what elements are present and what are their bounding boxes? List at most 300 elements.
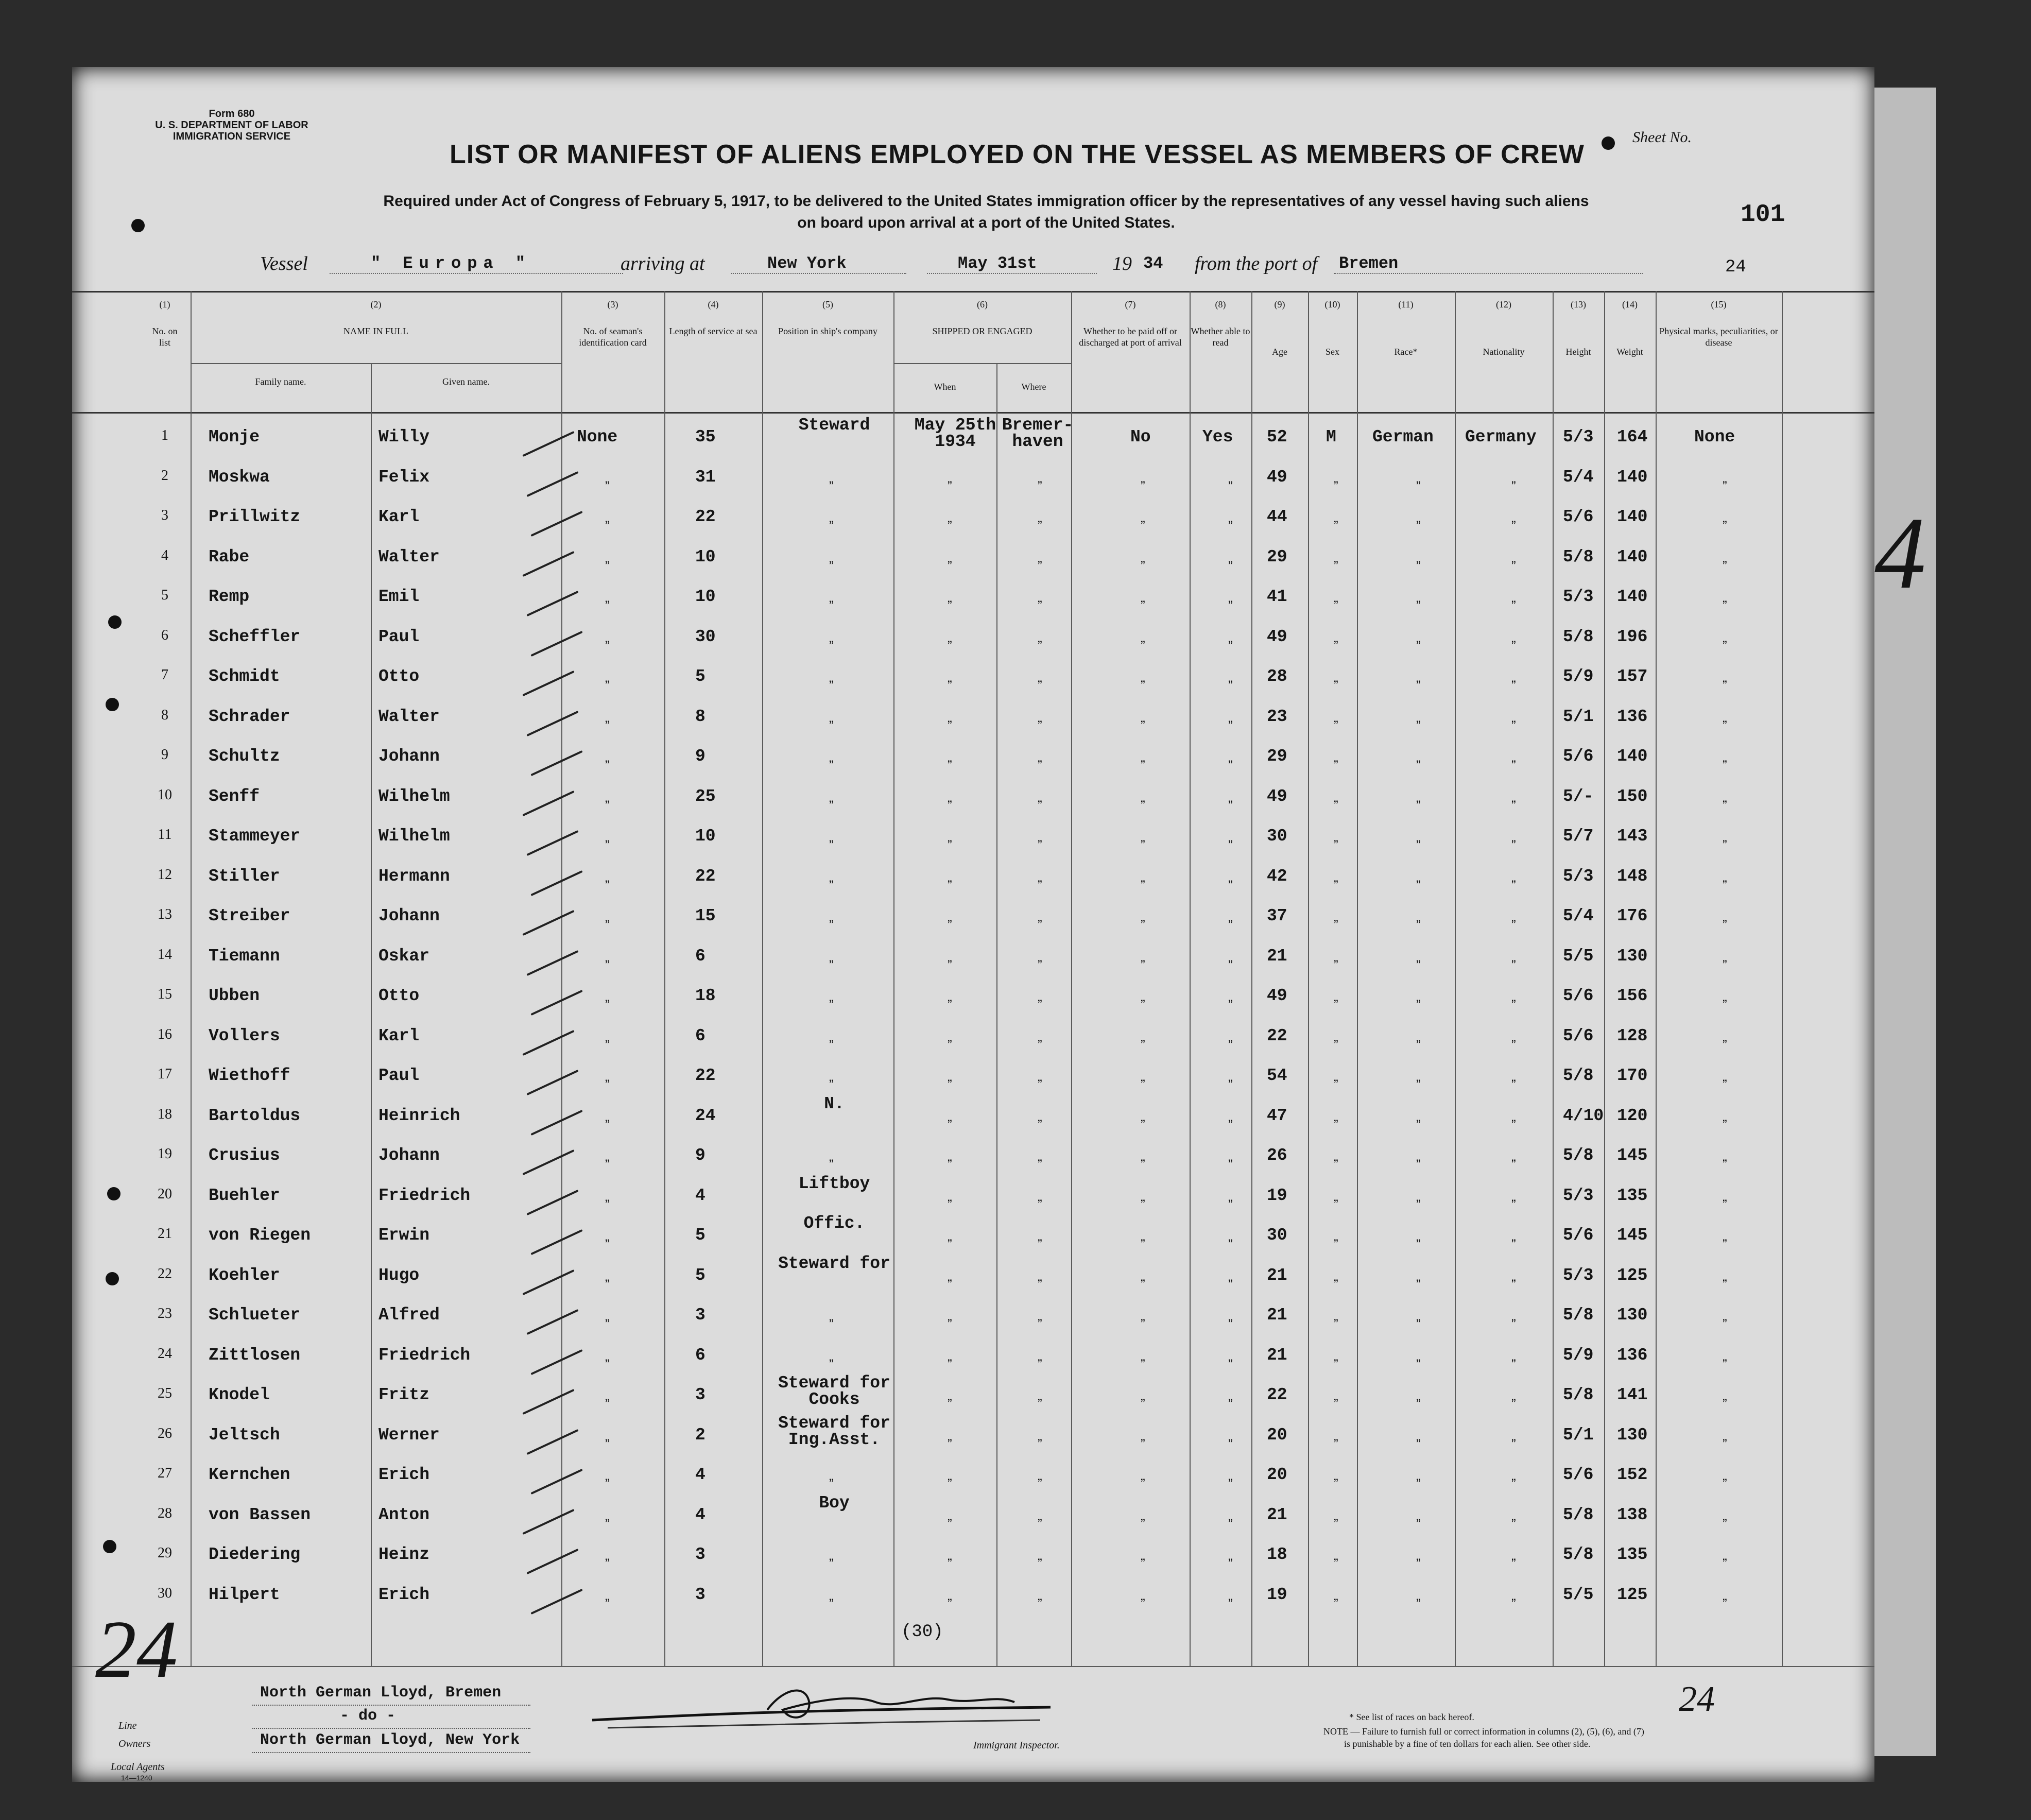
ditto-mark: „ (1038, 1468, 1042, 1483)
row-number: 19 (158, 1146, 172, 1162)
punch-hole (106, 698, 119, 711)
col-header-8: (8) Whether able to read (1191, 299, 1250, 348)
ditto-mark: „ (1511, 1268, 1516, 1284)
form-number: Form 680 (209, 108, 255, 119)
ditto-mark: „ (1416, 1268, 1421, 1284)
ditto-mark: „ (1416, 1507, 1421, 1523)
height: 5/1 (1563, 707, 1594, 726)
ditto-mark: „ (1038, 989, 1042, 1004)
row-number: 22 (158, 1265, 172, 1282)
height: 5/7 (1563, 827, 1594, 846)
ditto-mark: „ (1334, 909, 1338, 924)
ditto-mark: „ (1038, 1548, 1042, 1563)
ditto-mark: „ (605, 590, 610, 605)
weight: 125 (1617, 1585, 1648, 1604)
height: 5/6 (1563, 986, 1594, 1005)
ditto-mark: „ (1228, 909, 1233, 924)
penalty-note-1: NOTE — Failure to furnish full or correct information in columns (2), (5), (6), and (7) (1323, 1726, 1644, 1737)
given-name: Willy (378, 427, 430, 447)
ditto-mark: „ (1141, 550, 1145, 565)
ditto-mark: „ (1416, 1028, 1421, 1044)
ditto-mark: „ (829, 869, 834, 885)
ditto-mark: „ (1228, 1028, 1233, 1044)
given-name: Otto (378, 667, 420, 686)
ditto-mark: „ (1723, 909, 1727, 924)
ditto-mark: „ (1334, 1428, 1338, 1444)
height: 4/10 (1563, 1106, 1604, 1125)
ditto-mark: „ (1141, 1108, 1145, 1124)
department-name: U. S. DEPARTMENT OF LABOR (155, 119, 308, 131)
family-name: Koehler (209, 1265, 280, 1285)
ditto-mark: „ (1038, 590, 1042, 605)
age: 21 (1267, 946, 1287, 966)
ditto-mark: „ (948, 1108, 952, 1124)
weight: 140 (1617, 547, 1648, 566)
ditto-mark: „ (948, 1268, 952, 1284)
given-name: Erwin (378, 1226, 430, 1245)
handwritten-count-right: 24 (1679, 1679, 1715, 1719)
age: 49 (1267, 467, 1287, 487)
ditto-mark: „ (829, 989, 834, 1004)
ditto-mark: „ (605, 510, 610, 525)
service-length: 5 (695, 1226, 705, 1245)
row-number: 3 (161, 507, 168, 523)
ditto-mark: „ (1228, 629, 1233, 645)
vessel-name: " Europa " (371, 254, 532, 273)
age: 47 (1267, 1106, 1287, 1125)
weight: 152 (1617, 1465, 1648, 1484)
position: Steward for Cooks (778, 1373, 890, 1409)
ditto-mark: „ (1334, 1228, 1338, 1244)
height: 5/1 (1563, 1425, 1594, 1445)
ditto-mark: „ (605, 1308, 610, 1324)
ditto-mark: „ (829, 669, 834, 685)
ditto-mark: „ (948, 470, 952, 486)
height: 5/8 (1563, 1306, 1594, 1325)
ditto-mark: „ (1334, 789, 1338, 805)
ditto-mark: „ (948, 1069, 952, 1084)
ditto-mark: „ (1038, 829, 1042, 845)
row-number: 26 (158, 1425, 172, 1441)
service-length: 35 (695, 427, 716, 447)
ditto-mark: „ (948, 1148, 952, 1164)
ditto-mark: „ (948, 629, 952, 645)
ditto-mark: „ (1141, 829, 1145, 845)
service-length: 5 (695, 1265, 705, 1285)
ditto-mark: „ (605, 629, 610, 645)
ditto-mark: „ (1141, 629, 1145, 645)
height: 5/5 (1563, 946, 1594, 966)
given-name: Heinrich (378, 1106, 460, 1125)
ditto-mark: „ (829, 470, 834, 486)
col-header-11: (11) Race* (1394, 299, 1418, 357)
row-number: 1 (161, 427, 168, 443)
ditto-mark: „ (1228, 1148, 1233, 1164)
ditto-mark: „ (1511, 669, 1516, 685)
ditto-mark: „ (605, 1468, 610, 1483)
row-number: 23 (158, 1306, 172, 1321)
age: 42 (1267, 866, 1287, 886)
service-length: 9 (695, 1146, 705, 1165)
ditto-mark: „ (1141, 1428, 1145, 1444)
ditto-mark: „ (1723, 1468, 1727, 1483)
ditto-mark: „ (1416, 590, 1421, 605)
age: 37 (1267, 906, 1287, 925)
service-length: 25 (695, 786, 716, 806)
given-name: Wilhelm (378, 827, 450, 846)
ditto-mark: „ (1141, 789, 1145, 805)
ditto-mark: „ (1723, 1228, 1727, 1244)
age: 21 (1267, 1505, 1287, 1524)
ditto-mark: „ (1723, 869, 1727, 885)
given-name: Erich (378, 1585, 430, 1604)
ditto-mark: „ (605, 869, 610, 885)
ditto-mark: „ (1228, 669, 1233, 685)
ditto-mark: „ (948, 1468, 952, 1483)
weight: 136 (1617, 1345, 1648, 1365)
given-name: Walter (378, 707, 440, 726)
weight: 140 (1617, 507, 1648, 526)
service-length: 15 (695, 906, 716, 925)
ditto-mark: „ (1334, 550, 1338, 565)
ditto-mark: „ (1038, 510, 1042, 525)
ditto-mark: „ (1228, 590, 1233, 605)
ditto-mark: „ (1038, 789, 1042, 805)
page-edge (1874, 88, 1936, 1756)
weight: 138 (1617, 1505, 1648, 1524)
document-title: LIST OR MANIFEST OF ALIENS EMPLOYED ON THE VESSEL AS MEMBERS OF CREW (450, 140, 1585, 169)
ditto-mark: „ (948, 1548, 952, 1563)
ditto-mark: „ (1334, 829, 1338, 845)
ditto-mark: „ (829, 1587, 834, 1603)
ditto-mark: „ (829, 510, 834, 525)
ditto-mark: „ (605, 550, 610, 565)
given-name: Otto (378, 986, 420, 1005)
ditto-mark: „ (1228, 829, 1233, 845)
ditto-mark: „ (1416, 1188, 1421, 1204)
punch-hole (106, 1272, 119, 1285)
service-length: 10 (695, 827, 716, 846)
ditto-mark: „ (1334, 989, 1338, 1004)
weight: 150 (1617, 786, 1648, 806)
weight: 130 (1617, 1306, 1648, 1325)
ditto-mark: „ (1511, 789, 1516, 805)
ditto-mark: „ (1038, 909, 1042, 924)
ditto-mark: „ (1038, 1268, 1042, 1284)
weight: 170 (1617, 1066, 1648, 1085)
ditto-mark: „ (1416, 749, 1421, 765)
ditto-mark: „ (1228, 1069, 1233, 1084)
ditto-mark: „ (829, 550, 834, 565)
age: 44 (1267, 507, 1287, 526)
service-length: 31 (695, 467, 716, 487)
ditto-mark: „ (829, 909, 834, 924)
ditto-mark: „ (605, 1348, 610, 1364)
ditto-mark: „ (1723, 989, 1727, 1004)
age: 20 (1267, 1465, 1287, 1484)
service-length: 8 (695, 707, 705, 726)
ditto-mark: „ (1038, 1348, 1042, 1364)
ditto-mark: „ (1228, 1428, 1233, 1444)
ditto-mark: „ (1416, 1548, 1421, 1563)
ditto-mark: „ (1141, 510, 1145, 525)
weight: 145 (1617, 1226, 1648, 1245)
row-number: 27 (158, 1465, 172, 1481)
position: Steward (798, 416, 870, 435)
family-name: Stiller (209, 866, 280, 886)
ditto-mark: „ (829, 1028, 834, 1044)
height: 5/6 (1563, 507, 1594, 526)
ditto-mark: „ (1723, 749, 1727, 765)
age: 21 (1267, 1265, 1287, 1285)
ditto-mark: „ (1141, 1308, 1145, 1324)
weight: 140 (1617, 747, 1648, 766)
ditto-mark: „ (1334, 1188, 1338, 1204)
ditto-mark: „ (1511, 1348, 1516, 1364)
given-name: Fritz (378, 1385, 430, 1404)
age: 23 (1267, 707, 1287, 726)
weight: 135 (1617, 1545, 1648, 1564)
given-name: Walter (378, 547, 440, 566)
given-name: Paul (378, 627, 420, 646)
ditto-mark: „ (1334, 709, 1338, 725)
service-length: 3 (695, 1545, 705, 1564)
shipped-when: May 25th 1934 (914, 416, 996, 451)
ditto-mark: „ (1416, 470, 1421, 486)
ditto-mark: „ (948, 869, 952, 885)
sheet-no-label: Sheet No. (1632, 129, 1692, 146)
ditto-mark: „ (1334, 1108, 1338, 1124)
ditto-mark: „ (1511, 550, 1516, 565)
nationality: Germany (1465, 427, 1537, 447)
service-length: 18 (695, 986, 716, 1005)
given-name: Erich (378, 1465, 430, 1484)
ditto-mark: „ (1511, 1148, 1516, 1164)
ditto-mark: „ (829, 789, 834, 805)
punch-hole (131, 219, 145, 232)
ditto-mark: „ (1038, 470, 1042, 486)
ditto-mark: „ (1723, 1148, 1727, 1164)
ditto-mark: „ (1334, 629, 1338, 645)
id-card: None (577, 427, 618, 447)
ditto-mark: „ (1511, 1548, 1516, 1563)
ditto-mark: „ (829, 590, 834, 605)
col-header-2: (2) NAME IN FULL (343, 299, 408, 336)
height: 5/4 (1563, 467, 1594, 487)
height: 5/3 (1563, 587, 1594, 606)
weight: 120 (1617, 1106, 1648, 1125)
ditto-mark: „ (1416, 1108, 1421, 1124)
ditto-mark: „ (948, 1028, 952, 1044)
age: 19 (1267, 1585, 1287, 1604)
service-length: 4 (695, 1465, 705, 1484)
row-number: 8 (161, 707, 168, 723)
ditto-mark: „ (1416, 1468, 1421, 1483)
ditto-mark: „ (1038, 869, 1042, 885)
ditto-mark: „ (1228, 789, 1233, 805)
given-name: Friedrich (378, 1345, 471, 1365)
ditto-mark: „ (1038, 1308, 1042, 1324)
ditto-mark: „ (605, 989, 610, 1004)
given-name: Johann (378, 747, 440, 766)
weight: 136 (1617, 707, 1648, 726)
owners-label: Owners (118, 1738, 151, 1749)
port-label: from the port of (1195, 253, 1318, 274)
ditto-mark: „ (1334, 590, 1338, 605)
family-name: Senff (209, 786, 260, 806)
ditto-mark: „ (1141, 1548, 1145, 1563)
ditto-mark: „ (1416, 1069, 1421, 1084)
row-number: 11 (158, 827, 172, 843)
col-header-1: (1) No. on list (152, 299, 178, 348)
family-name: Schultz (209, 747, 280, 766)
ditto-mark: „ (1416, 669, 1421, 685)
age: 29 (1267, 747, 1287, 766)
col-header-3: (3) No. of seaman's identification card (579, 299, 647, 348)
paid-off: No (1130, 427, 1151, 447)
weight: 140 (1617, 587, 1648, 606)
total-count: (30) (901, 1622, 943, 1642)
ditto-mark: „ (1416, 949, 1421, 965)
agents-label: Local Agents (111, 1761, 165, 1773)
ditto-mark: „ (1038, 1388, 1042, 1403)
service-length: 4 (695, 1186, 705, 1205)
age: 21 (1267, 1306, 1287, 1325)
age: 30 (1267, 827, 1287, 846)
ditto-mark: „ (1141, 1148, 1145, 1164)
weight: 125 (1617, 1265, 1648, 1285)
ditto-mark: „ (1723, 510, 1727, 525)
ditto-mark: „ (1334, 470, 1338, 486)
col-header-12: (12) Nationality (1483, 299, 1525, 357)
ditto-mark: „ (1416, 1428, 1421, 1444)
ditto-mark: „ (605, 1188, 610, 1204)
ditto-mark: „ (1334, 1348, 1338, 1364)
ditto-mark: „ (1334, 749, 1338, 765)
age: 41 (1267, 587, 1287, 606)
ditto-mark: „ (1723, 1587, 1727, 1603)
ditto-mark: „ (1416, 1587, 1421, 1603)
agents-value: North German Lloyd, New York (260, 1731, 520, 1749)
row-number: 21 (158, 1226, 172, 1242)
ditto-mark: „ (1416, 909, 1421, 924)
ditto-mark: „ (1228, 989, 1233, 1004)
ditto-mark: „ (605, 1428, 610, 1444)
ditto-mark: „ (1038, 669, 1042, 685)
row-number: 4 (161, 547, 168, 563)
ditto-mark: „ (948, 669, 952, 685)
ditto-mark: „ (948, 550, 952, 565)
ditto-mark: „ (1416, 1388, 1421, 1403)
age: 18 (1267, 1545, 1287, 1564)
where-header: Where (1021, 382, 1046, 392)
service-length: 3 (695, 1585, 705, 1604)
ditto-mark: „ (1228, 869, 1233, 885)
ditto-mark: „ (1511, 749, 1516, 765)
ditto-mark: „ (829, 1548, 834, 1563)
col-header-5: (5) Position in ship's company (778, 299, 877, 336)
position: Boy (819, 1493, 850, 1513)
height: 5/8 (1563, 1545, 1594, 1564)
weight: 143 (1617, 827, 1648, 846)
ditto-mark: „ (605, 1587, 610, 1603)
row-number: 12 (158, 866, 172, 883)
ditto-mark: „ (1141, 869, 1145, 885)
height: 5/8 (1563, 547, 1594, 566)
service-length: 22 (695, 1066, 716, 1085)
ditto-mark: „ (1723, 1108, 1727, 1124)
ditto-mark: „ (1416, 709, 1421, 725)
ditto-mark: „ (1038, 550, 1042, 565)
ditto-mark: „ (829, 709, 834, 725)
family-name: Remp (209, 587, 250, 606)
service-length: 30 (695, 627, 716, 646)
ditto-mark: „ (1141, 1069, 1145, 1084)
ditto-mark: „ (1723, 1268, 1727, 1284)
row-number: 28 (158, 1505, 172, 1521)
ditto-mark: „ (829, 1148, 834, 1164)
inspector-label: Immigrant Inspector. (973, 1740, 1060, 1751)
row-number: 17 (158, 1066, 172, 1082)
ditto-mark: „ (605, 789, 610, 805)
service-length: 3 (695, 1306, 705, 1325)
ditto-mark: „ (1141, 669, 1145, 685)
height: 5/3 (1563, 427, 1594, 447)
penalty-note-2: is punishable by a fine of ten dollars for each alien. See other side. (1344, 1739, 1591, 1749)
ditto-mark: „ (948, 989, 952, 1004)
row-number: 14 (158, 946, 172, 963)
service-length: 5 (695, 667, 705, 686)
ditto-mark: „ (1511, 1108, 1516, 1124)
weight: 130 (1617, 1425, 1648, 1445)
ditto-mark: „ (1416, 989, 1421, 1004)
weight: 140 (1617, 467, 1648, 487)
ditto-mark: „ (1511, 709, 1516, 725)
ditto-mark: „ (1228, 1587, 1233, 1603)
margin-mark: 4 (1874, 496, 1926, 610)
ditto-mark: „ (605, 669, 610, 685)
given-name: Karl (378, 507, 420, 526)
ditto-mark: „ (1141, 1228, 1145, 1244)
row-number: 15 (158, 986, 172, 1002)
height: 5/8 (1563, 1385, 1594, 1404)
height: 5/8 (1563, 1146, 1594, 1165)
ditto-mark: „ (1141, 1268, 1145, 1284)
ditto-mark: „ (1511, 1507, 1516, 1523)
ditto-mark: „ (1228, 1468, 1233, 1483)
ditto-mark: „ (1141, 1028, 1145, 1044)
ditto-mark: „ (1038, 1069, 1042, 1084)
ditto-mark: „ (1038, 1587, 1042, 1603)
ditto-mark: „ (1511, 1388, 1516, 1403)
shipped-where: Bremer- haven (1002, 416, 1074, 451)
ditto-mark: „ (1334, 1587, 1338, 1603)
service-name: IMMIGRATION SERVICE (173, 131, 291, 142)
handwritten-count-left: 24 (95, 1603, 178, 1695)
ditto-mark: „ (1228, 1268, 1233, 1284)
weight: 141 (1617, 1385, 1648, 1404)
ditto-mark: „ (1141, 1507, 1145, 1523)
ditto-mark: „ (1416, 1228, 1421, 1244)
height: 5/9 (1563, 1345, 1594, 1365)
height: 5/5 (1563, 1585, 1594, 1604)
ditto-mark: „ (1511, 949, 1516, 965)
ditto-mark: „ (1723, 590, 1727, 605)
service-length: 24 (695, 1106, 716, 1125)
ditto-mark: „ (1228, 550, 1233, 565)
ditto-mark: „ (1334, 869, 1338, 885)
service-length: 4 (695, 1505, 705, 1524)
